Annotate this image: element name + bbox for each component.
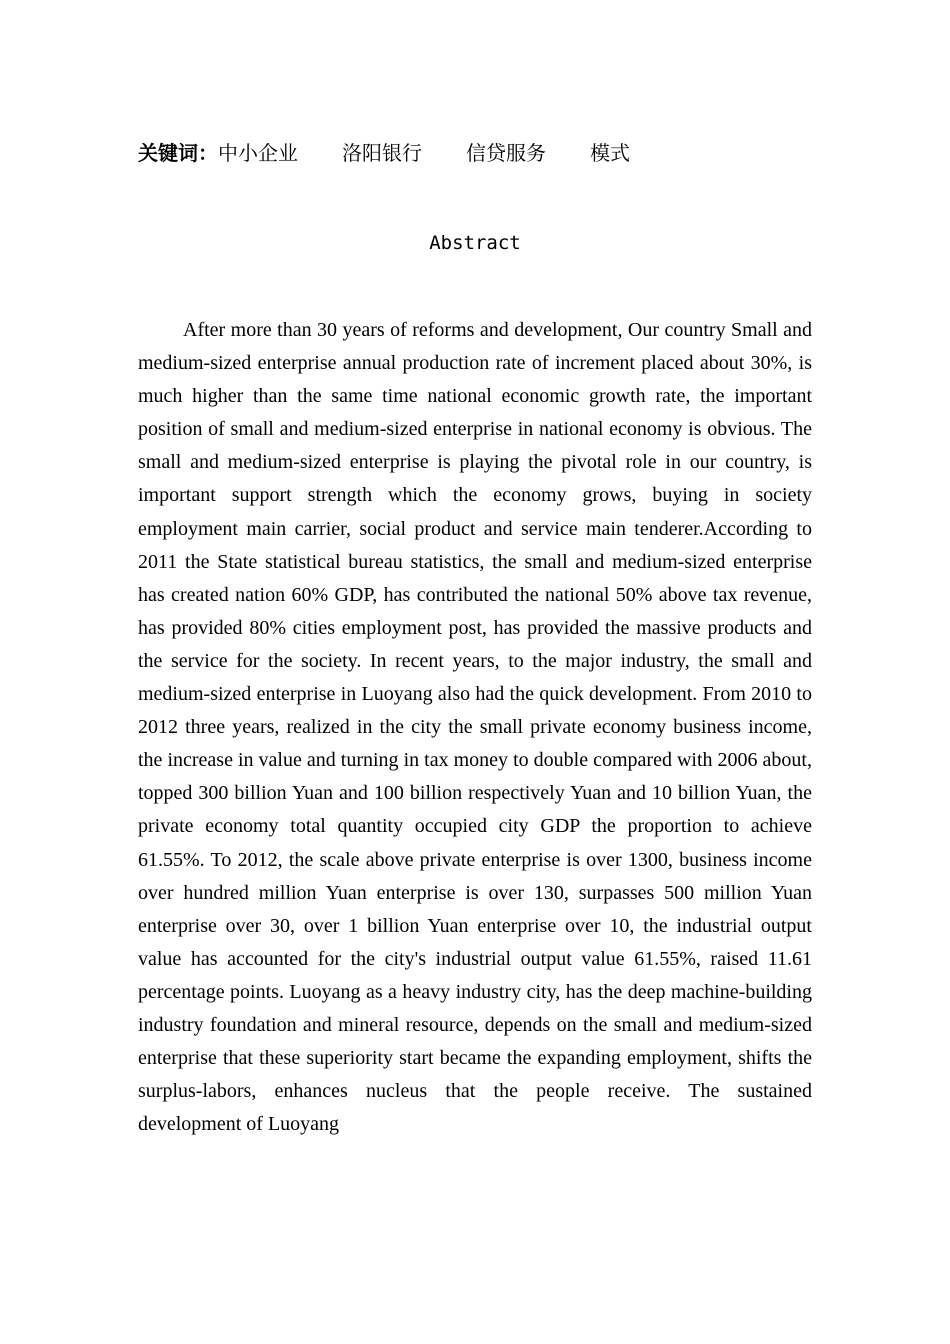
keywords-line: [138, 138, 630, 168]
keyword-item: 信贷服务: [466, 141, 546, 165]
abstract-body: After more than 30 years of reforms and development, Our country Small and medium-sized enterprise annual production rate of increment placed about 30%, is much higher than the same time national economic growth rate, the important position of small and medium-sized enterprise in national economy is obvious. The small and medium-sized enterprise is playing the pivotal role in our country, is important support strength which the economy grows, buying in society employment main carrier, social product and service main tenderer.According to 2011 the State statistical bureau statistics, the small and medium-sized enterprise has created nation 60% GDP, has contributed the national 50% above tax revenue, has provided 80% cities employment post, has provided the massive products and the service for the society. In recent years, to the major industry, the small and medium-sized enterprise in Luoyang also had the quick development. From 2010 to 2012 three years, realized in the city the small private economy business income, the increase in value and turning in tax money to double compared with 2006 about, topped 300 billion Yuan and 100 billion respectively Yuan and 10 billion Yuan, the private economy total quantity occupied city GDP the proportion to achieve 61.55%. To 2012, the scale above private enterprise is over 1300, business income over hundred million Yuan enterprise is over 130, surpasses 500 million Yuan enterprise over 30, over 1 billion Yuan enterprise over 10, the industrial output value has accounted for the city's industrial output value 61.55%, raised 11.61 percentage points. Luoyang as a heavy industry city, has the deep machine-building industry foundation and mineral resource, depends on the small and medium-sized enterprise that these superiority start became the expanding employment, shifts the surplus-labors, enhances nucleus that the people receive. The sustained development of Luoyang: [138, 319, 812, 1136]
keywords-label: 关键词：: [138, 141, 218, 165]
keyword-item: 模式: [590, 141, 630, 165]
keyword-item: 中小企业: [218, 141, 298, 165]
keyword-item: 洛阳银行: [342, 141, 422, 165]
abstract-heading: Abstract: [429, 232, 521, 254]
